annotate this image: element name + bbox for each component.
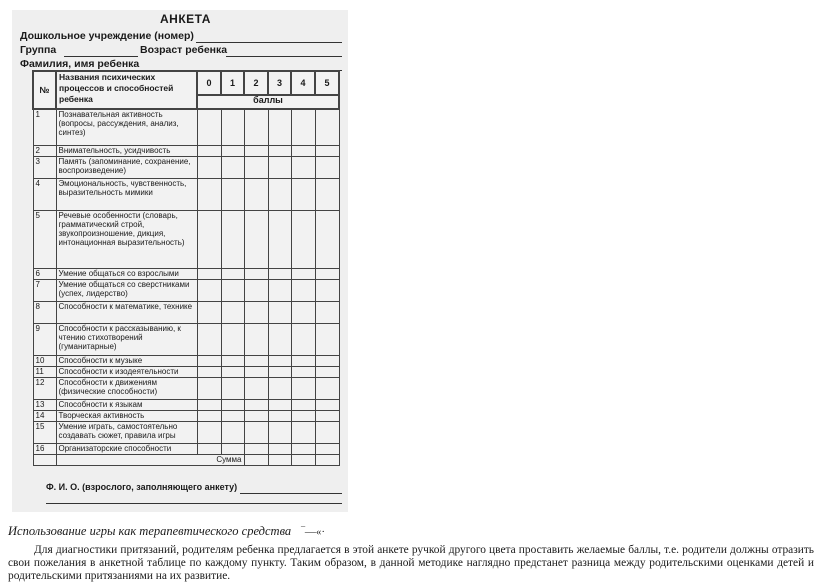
sum-label: Сумма xyxy=(56,454,244,465)
score-cell[interactable] xyxy=(221,443,244,454)
score-cell[interactable] xyxy=(244,323,268,355)
score-cell[interactable] xyxy=(268,156,291,178)
score-cell[interactable] xyxy=(197,268,221,279)
table-row xyxy=(33,366,339,377)
score-cell[interactable] xyxy=(315,268,339,279)
score-header-4: 4 xyxy=(291,71,315,95)
row-name: Умение играть, самостоятельно создавать сюжет, правила игры xyxy=(56,421,197,443)
score-cell[interactable] xyxy=(244,210,268,268)
score-cell[interactable] xyxy=(315,210,339,268)
score-cell[interactable] xyxy=(197,145,221,156)
score-cell[interactable] xyxy=(315,355,339,366)
row-name: Внимательность, усидчивость xyxy=(56,145,197,156)
score-cell[interactable] xyxy=(244,109,268,145)
score-cell[interactable] xyxy=(315,145,339,156)
score-cell[interactable] xyxy=(244,301,268,323)
row-name: Эмоциональность, чувственность, выразительность мимики xyxy=(56,178,197,210)
table-row xyxy=(33,355,339,366)
score-cell[interactable] xyxy=(291,421,315,443)
score-cell[interactable] xyxy=(221,156,244,178)
score-cell[interactable] xyxy=(221,109,244,145)
score-cell[interactable] xyxy=(197,323,221,355)
table-row xyxy=(33,421,339,443)
score-cell[interactable] xyxy=(315,399,339,410)
score-cell[interactable] xyxy=(315,366,339,377)
score-cell[interactable] xyxy=(197,279,221,301)
score-cell[interactable] xyxy=(268,279,291,301)
score-cell[interactable] xyxy=(244,366,268,377)
score-cell[interactable] xyxy=(244,268,268,279)
row-number: 12 xyxy=(33,377,56,399)
score-cell[interactable] xyxy=(244,178,268,210)
score-cell[interactable] xyxy=(291,301,315,323)
score-cell[interactable] xyxy=(197,301,221,323)
fio-line-2 xyxy=(46,503,342,504)
score-cell[interactable] xyxy=(291,377,315,399)
row-name: Способности к математике, технике xyxy=(56,301,197,323)
row-number: 14 xyxy=(33,410,56,421)
score-cell[interactable] xyxy=(221,366,244,377)
score-cell[interactable] xyxy=(244,377,268,399)
row-number: 16 xyxy=(33,443,56,454)
score-cell[interactable] xyxy=(197,156,221,178)
row-number: 2 xyxy=(33,145,56,156)
row-name: Память (запоминание, сохранение, воспроизведение) xyxy=(56,156,197,178)
score-cell[interactable] xyxy=(268,109,291,145)
score-cell[interactable] xyxy=(221,178,244,210)
sum-cell[interactable] xyxy=(244,454,268,465)
score-cell[interactable] xyxy=(268,301,291,323)
institution-field-line xyxy=(196,42,342,43)
score-cell[interactable] xyxy=(268,421,291,443)
row-number: 7 xyxy=(33,279,56,301)
score-cell[interactable] xyxy=(291,399,315,410)
table-row xyxy=(33,268,339,279)
row-number: 5 xyxy=(33,210,56,268)
score-cell[interactable] xyxy=(221,323,244,355)
score-cell[interactable] xyxy=(244,145,268,156)
score-cell[interactable] xyxy=(291,156,315,178)
fio-label: Ф. И. О. (взрослого, заполняющего анкету) xyxy=(46,482,238,492)
score-cell[interactable] xyxy=(315,178,339,210)
score-cell[interactable] xyxy=(291,279,315,301)
score-cell[interactable] xyxy=(221,399,244,410)
score-cell[interactable] xyxy=(268,145,291,156)
caption-mark: ‾—«· xyxy=(301,526,326,538)
score-cell[interactable] xyxy=(291,366,315,377)
row-name: Речевые особенности (словарь, грамматический строй, звукопроизношение, дикция, интонационная выразительность) xyxy=(56,210,197,268)
sum-cell[interactable] xyxy=(315,454,339,465)
table-header-number: № xyxy=(33,71,56,109)
score-cell[interactable] xyxy=(291,323,315,355)
score-cell[interactable] xyxy=(197,399,221,410)
institution-field-label: Дошкольное учреждение (номер) xyxy=(20,30,194,42)
score-unit-header: баллы xyxy=(197,95,339,109)
table-row xyxy=(33,377,339,399)
score-cell[interactable] xyxy=(244,355,268,366)
sum-cell[interactable] xyxy=(291,454,315,465)
row-number: 3 xyxy=(33,156,56,178)
row-number: 4 xyxy=(33,178,56,210)
table-row xyxy=(33,145,339,156)
score-cell[interactable] xyxy=(291,210,315,268)
score-cell[interactable] xyxy=(315,109,339,145)
table-row xyxy=(33,279,339,301)
score-cell[interactable] xyxy=(315,410,339,421)
table-row xyxy=(33,399,339,410)
score-header-2: 2 xyxy=(244,71,268,95)
score-cell[interactable] xyxy=(244,421,268,443)
child-name-field-label: Фамилия, имя ребенка xyxy=(20,58,140,70)
score-cell[interactable] xyxy=(315,323,339,355)
score-cell[interactable] xyxy=(221,145,244,156)
score-cell[interactable] xyxy=(268,443,291,454)
score-cell[interactable] xyxy=(268,366,291,377)
row-number: 9 xyxy=(33,323,56,355)
score-cell[interactable] xyxy=(291,268,315,279)
score-cell[interactable] xyxy=(315,377,339,399)
score-cell[interactable] xyxy=(291,355,315,366)
score-cell[interactable] xyxy=(244,399,268,410)
age-field-line xyxy=(226,56,342,57)
score-cell[interactable] xyxy=(268,355,291,366)
age-field-label: Возраст ребенка xyxy=(140,44,228,56)
score-cell[interactable] xyxy=(268,399,291,410)
score-cell[interactable] xyxy=(291,410,315,421)
row-number: 15 xyxy=(33,421,56,443)
table-header-name: Названия психических процессов и способностей ребенка xyxy=(56,71,197,109)
row-number: 13 xyxy=(33,399,56,410)
score-cell[interactable] xyxy=(291,443,315,454)
score-table xyxy=(32,70,340,466)
score-cell[interactable] xyxy=(268,323,291,355)
row-name: Познавательная активность (вопросы, рассуждения, анализ, синтез) xyxy=(56,109,197,145)
score-cell[interactable] xyxy=(197,421,221,443)
score-cell[interactable] xyxy=(244,279,268,301)
table-row xyxy=(33,323,339,355)
score-cell[interactable] xyxy=(244,410,268,421)
score-cell[interactable] xyxy=(268,210,291,268)
score-cell[interactable] xyxy=(268,377,291,399)
row-name: Умение общаться со сверстниками (успех, лидерство) xyxy=(56,279,197,301)
score-header-3: 3 xyxy=(268,71,291,95)
score-cell[interactable] xyxy=(221,210,244,268)
row-name: Организаторские способности xyxy=(56,443,197,454)
group-field-line xyxy=(64,56,138,57)
sum-blank xyxy=(33,454,56,465)
score-cell[interactable] xyxy=(197,109,221,145)
score-header-0: 0 xyxy=(197,71,221,95)
row-name: Способности к языкам xyxy=(56,399,197,410)
score-cell[interactable] xyxy=(244,443,268,454)
row-name: Способности к рассказыванию, к чтению стихотворений (гуманитарные) xyxy=(56,323,197,355)
row-number: 1 xyxy=(33,109,56,145)
table-row xyxy=(33,301,339,323)
score-cell[interactable] xyxy=(221,377,244,399)
score-cell[interactable] xyxy=(197,377,221,399)
form-title: АНКЕТА xyxy=(160,12,211,26)
score-cell[interactable] xyxy=(315,443,339,454)
row-number: 6 xyxy=(33,268,56,279)
table-row xyxy=(33,443,339,454)
score-cell[interactable] xyxy=(221,301,244,323)
row-name: Творческая активность xyxy=(56,410,197,421)
row-name: Способности к музыке xyxy=(56,355,197,366)
score-cell[interactable] xyxy=(197,410,221,421)
score-cell[interactable] xyxy=(268,268,291,279)
score-cell[interactable] xyxy=(244,156,268,178)
table-row xyxy=(33,156,339,178)
caption-text: Использование игры как терапевтического средства xyxy=(8,524,292,538)
score-cell[interactable] xyxy=(221,279,244,301)
score-header-5: 5 xyxy=(315,71,339,95)
row-name: Способности к изодеятельности xyxy=(56,366,197,377)
score-cell[interactable] xyxy=(315,156,339,178)
score-cell[interactable] xyxy=(315,279,339,301)
score-cell[interactable] xyxy=(315,301,339,323)
sum-row xyxy=(33,454,339,465)
score-cell[interactable] xyxy=(197,178,221,210)
score-cell[interactable] xyxy=(268,410,291,421)
score-cell[interactable] xyxy=(291,145,315,156)
row-name: Способности к движениям (физические способности) xyxy=(56,377,197,399)
score-cell[interactable] xyxy=(291,109,315,145)
row-number: 8 xyxy=(33,301,56,323)
score-cell[interactable] xyxy=(197,443,221,454)
score-cell[interactable] xyxy=(221,421,244,443)
score-cell[interactable] xyxy=(221,268,244,279)
score-cell[interactable] xyxy=(221,355,244,366)
body-paragraph: Для диагностики притязаний, родителям ребенка предлагается в этой анкете ручкой другого цвета проставить желаемые баллы, т.е. родители должны отразить свои пожелания в анкетной таблице по каждому пункту. Таким образом, в данной методике наглядно предстанет разница между родительскими оценками детей и родительскими притязаниями на их развитие. xyxy=(8,544,814,582)
table-row xyxy=(33,109,339,145)
table-row xyxy=(33,210,339,268)
score-cell[interactable] xyxy=(197,210,221,268)
table-row xyxy=(33,178,339,210)
score-cell[interactable] xyxy=(268,178,291,210)
group-field-label: Группа xyxy=(20,44,57,56)
fio-line xyxy=(240,493,342,494)
score-cell[interactable] xyxy=(291,178,315,210)
row-number: 10 xyxy=(33,355,56,366)
score-cell[interactable] xyxy=(197,355,221,366)
score-header-1: 1 xyxy=(221,71,244,95)
score-cell[interactable] xyxy=(221,410,244,421)
score-cell[interactable] xyxy=(315,421,339,443)
table-row xyxy=(33,410,339,421)
row-name: Умение общаться со взрослыми xyxy=(56,268,197,279)
score-cell[interactable] xyxy=(197,366,221,377)
figure-caption xyxy=(8,524,325,539)
sum-cell[interactable] xyxy=(268,454,291,465)
row-number: 11 xyxy=(33,366,56,377)
